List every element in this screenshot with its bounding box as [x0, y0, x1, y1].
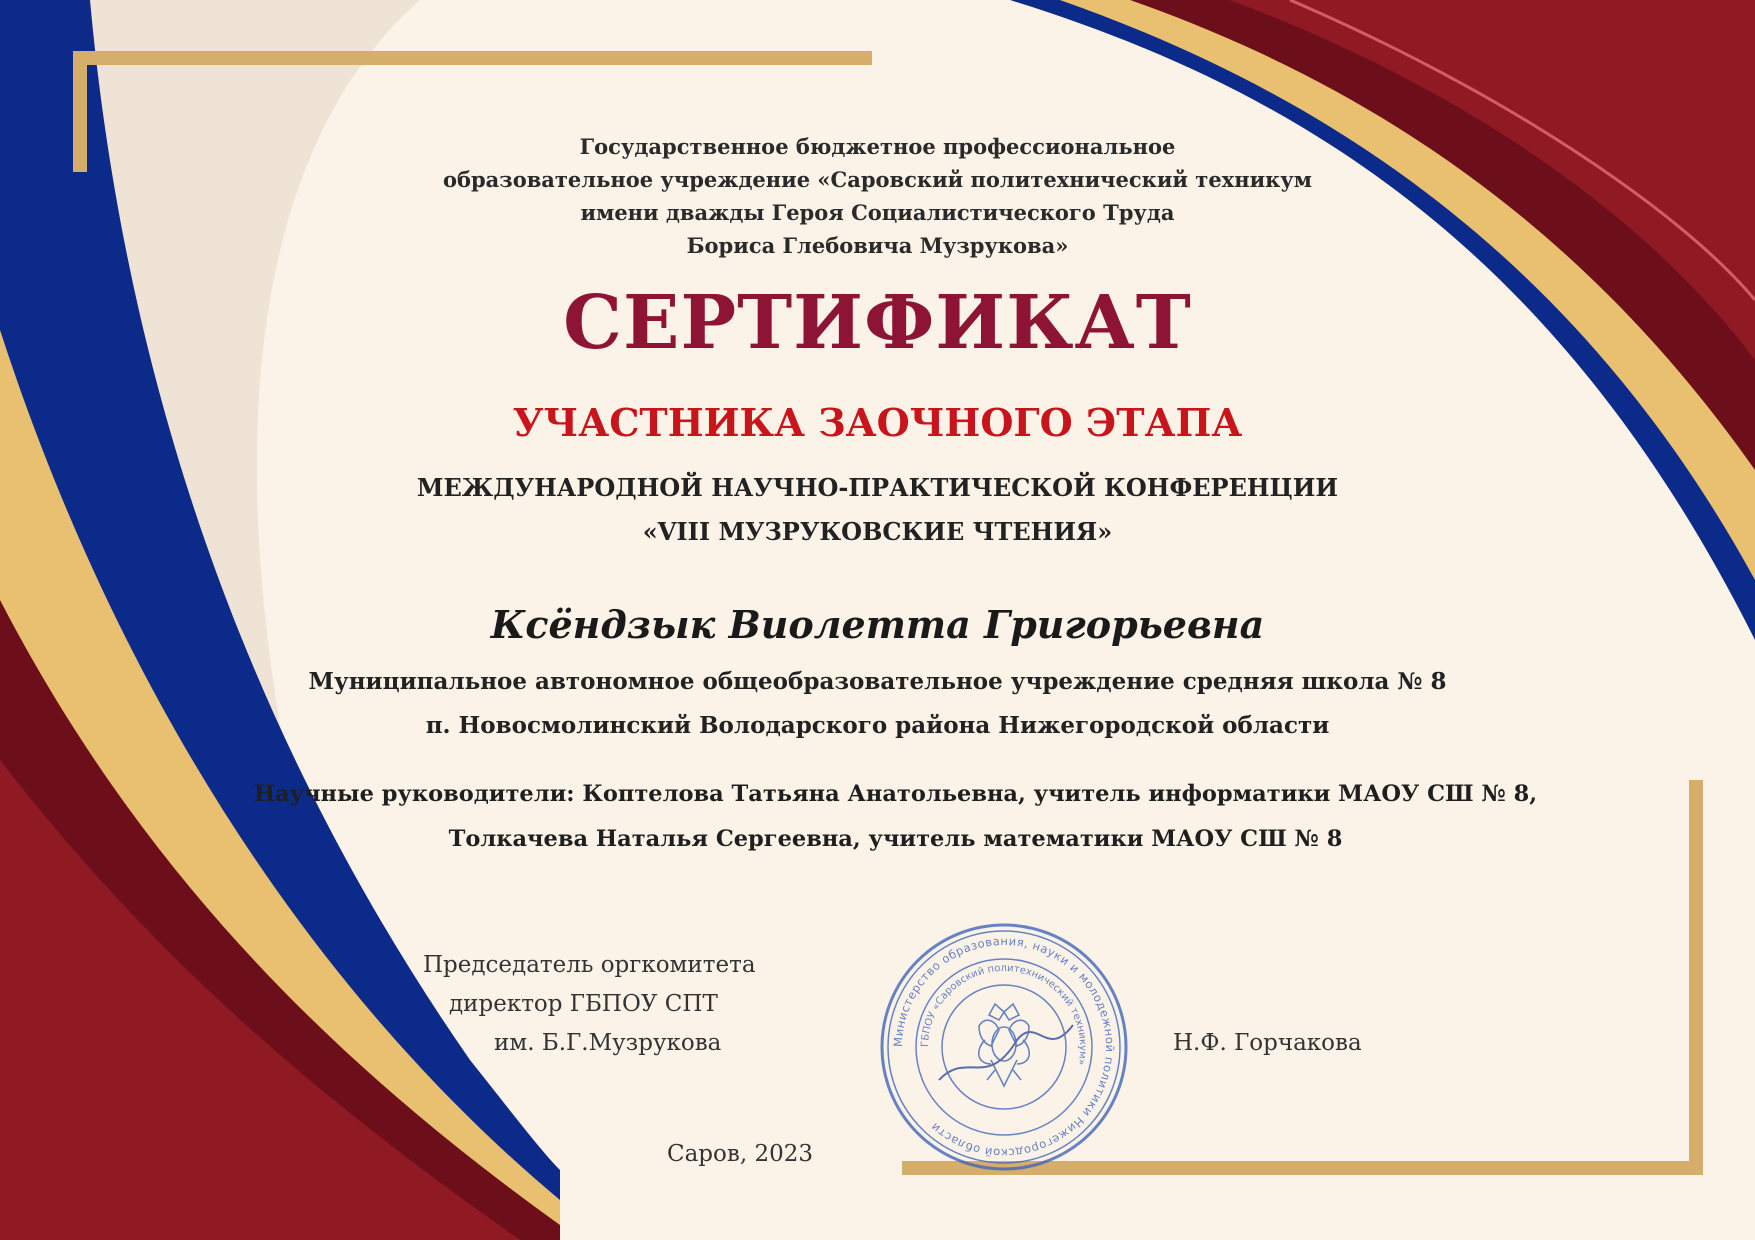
stamp-inner-text: ГБПОУ «Саровский политехнический техникум» — [919, 962, 1089, 1066]
organization-line: имени дважды Героя Социалистического Труда — [580, 200, 1175, 225]
school-line: Муниципальное автономное общеобразовательное учреждение средняя школа № 8 — [308, 668, 1447, 695]
organization-name — [0, 130, 1755, 262]
conference-line: «VIII МУЗРУКОВСКИЕ ЧТЕНИЯ» — [642, 517, 1113, 546]
signer-name: Н.Ф. Горчакова — [1173, 1030, 1362, 1056]
city-and-year: Саров, 2023 — [667, 1141, 813, 1167]
school-line: п. Новосмолинский Володарского района Нижегородской области — [425, 712, 1330, 739]
participant-name: Ксёндзык Виолетта Григорьевна — [490, 602, 1265, 647]
signer-position-line: директор ГБПОУ СПТ — [449, 991, 718, 1017]
official-seal-stamp — [877, 920, 1131, 1174]
certificate-title: СЕРТИФИКАТ — [563, 280, 1192, 366]
certificate-subtitle: УЧАСТНИКА ЗАОЧНОГО ЭТАПА — [512, 400, 1243, 445]
scientific-advisors — [18, 772, 1755, 862]
signature-scribble — [939, 1025, 1073, 1080]
advisor-line: Толкачева Наталья Сергеевна, учитель математики МАОУ СШ № 8 — [448, 826, 1343, 852]
signer-position-line: им. Б.Г.Музрукова — [494, 1030, 722, 1056]
conference-line: МЕЖДУНАРОДНОЙ НАУЧНО-ПРАКТИЧЕСКОЙ КОНФЕРЕНЦИИ — [416, 473, 1339, 502]
advisor-line: Научные руководители: Коптелова Татьяна Анатольевна, учитель информатики МАОУ СШ № 8, — [253, 781, 1538, 807]
signer-position-line: Председатель оргкомитета — [423, 952, 756, 978]
organization-line: образовательное учреждение «Саровский политехнический техникум — [442, 167, 1312, 192]
conference-name — [0, 466, 1755, 554]
organization-line: Бориса Глебовича Музрукова» — [686, 233, 1069, 258]
participant-school — [0, 660, 1755, 748]
organization-line: Государственное бюджетное профессиональное — [579, 134, 1176, 159]
eagle-emblem-icon — [979, 1004, 1030, 1086]
stamp-outer-text: Министерство образования, науки и молодежной политики Нижегородской области — [890, 933, 1118, 1161]
